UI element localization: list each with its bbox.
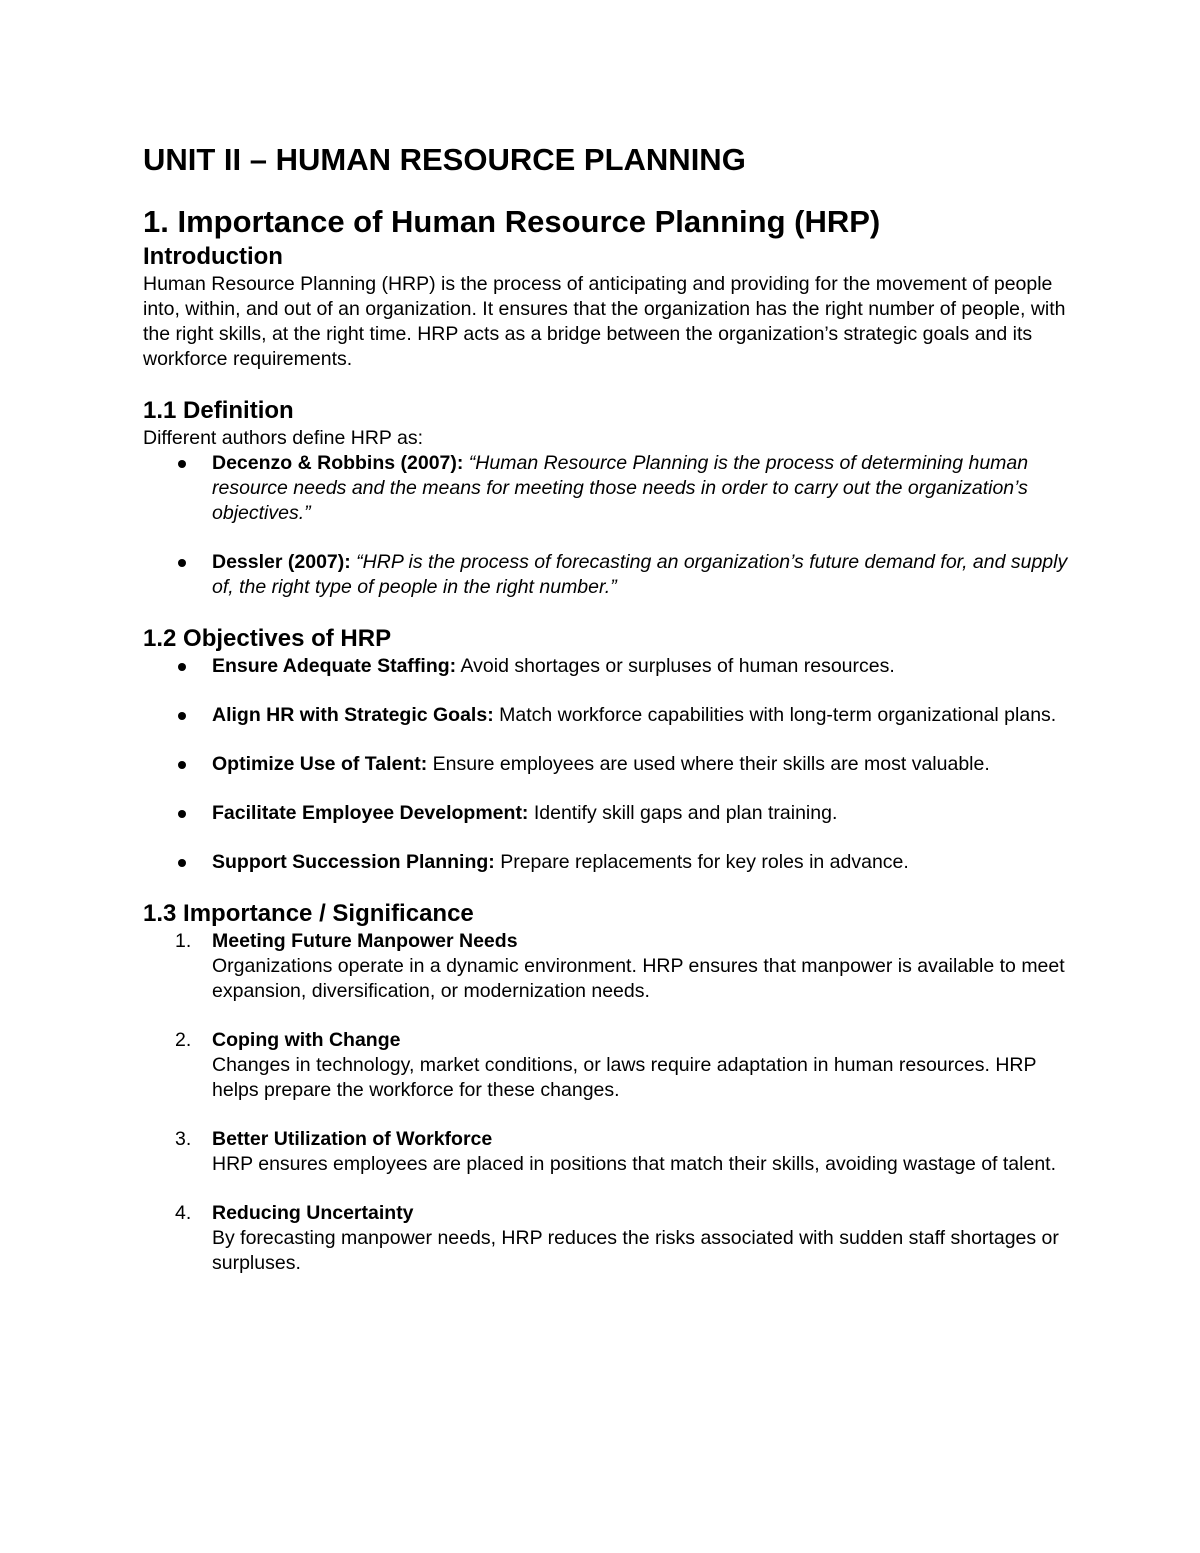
- objective-text: Prepare replacements for key roles in advance.: [494, 851, 909, 873]
- item-text: By forecasting manpower needs, HRP reduces the risks associated with sudden staff shortages or surpluses.: [212, 1227, 1059, 1274]
- intro-paragraph: Human Resource Planning (HRP) is the process of anticipating and providing for the movement of people into, within, and out of an organization. It ensures that the organization has the right number of people, with the right skills, at the right time. HRP acts as a bridge between the organization’s strategic goals and its workforce requirements.: [143, 273, 1066, 370]
- bullet-icon: [178, 761, 186, 769]
- item-number: 3.: [175, 1128, 192, 1150]
- bullet-icon: [178, 663, 186, 671]
- objective-text: Identify skill gaps and plan training.: [528, 802, 838, 824]
- objective-text: Ensure employees are used where their skills are most valuable.: [427, 753, 990, 775]
- item-title: Reducing Uncertainty: [212, 1202, 414, 1224]
- definition-author: Dessler (2007):: [212, 551, 351, 573]
- item-text: Organizations operate in a dynamic environment. HRP ensures that manpower is available to meet expansion, diversification, or modernization needs.: [212, 955, 1065, 1002]
- objective-label: Optimize Use of Talent:: [212, 753, 428, 775]
- definition-quote: “HRP is the process of forecasting an organization’s future demand for, and supply of, the right type of people in the right number.”: [212, 551, 1068, 598]
- item-text: HRP ensures employees are placed in positions that match their skills, avoiding wastage of talent.: [212, 1153, 1057, 1175]
- definition-author: Decenzo & Robbins (2007):: [212, 452, 464, 474]
- definition-quote: “Human Resource Planning is the process of determining human resource needs and the means for meeting those needs in order to carry out the organization’s objectives.”: [212, 452, 1029, 524]
- importance-list: [143, 929, 1073, 1276]
- bullet-icon: [178, 712, 186, 720]
- definition-heading: 1.1 Definition: [143, 397, 294, 424]
- unit-title: UNIT II – HUMAN RESOURCE PLANNING: [143, 142, 746, 177]
- list-item: [143, 703, 1073, 728]
- list-item: [143, 1127, 1073, 1177]
- list-item: [143, 1201, 1073, 1276]
- bullet-icon: [178, 460, 186, 468]
- objective-label: Support Succession Planning:: [212, 851, 495, 873]
- item-number: 1.: [175, 930, 192, 952]
- objective-label: Ensure Adequate Staffing:: [212, 655, 457, 677]
- importance-heading: 1.3 Importance / Significance: [143, 900, 474, 927]
- item-title: Coping with Change: [212, 1029, 401, 1051]
- objectives-heading: 1.2 Objectives of HRP: [143, 625, 392, 652]
- list-item: [143, 451, 1073, 526]
- intro-heading: Introduction: [143, 243, 283, 270]
- section-title: 1. Importance of Human Resource Planning (HRP): [143, 204, 881, 239]
- item-text: Changes in technology, market conditions, or laws require adaptation in human resources. HRP helps prepare the workforce for these changes.: [212, 1054, 1037, 1101]
- definition-lead: Different authors define HRP as:: [143, 427, 424, 449]
- bullet-icon: [178, 810, 186, 818]
- objective-label: Align HR with Strategic Goals:: [212, 704, 494, 726]
- list-item: [143, 801, 1073, 826]
- item-title: Meeting Future Manpower Needs: [212, 930, 518, 952]
- list-item: [143, 654, 1073, 679]
- objective-text: Avoid shortages or surpluses of human resources.: [456, 655, 895, 677]
- document-page: [143, 140, 1073, 1276]
- list-item: [143, 850, 1073, 875]
- definition-list: [143, 451, 1073, 600]
- item-number: 4.: [175, 1202, 192, 1224]
- objective-label: Facilitate Employee Development:: [212, 802, 529, 824]
- list-item: [143, 929, 1073, 1004]
- list-item: [143, 752, 1073, 777]
- list-item: [143, 550, 1073, 600]
- bullet-icon: [178, 559, 186, 567]
- item-number: 2.: [175, 1029, 192, 1051]
- objectives-list: [143, 654, 1073, 875]
- list-item: [143, 1028, 1073, 1103]
- item-title: Better Utilization of Workforce: [212, 1128, 493, 1150]
- bullet-icon: [178, 859, 186, 867]
- objective-text: Match workforce capabilities with long-term organizational plans.: [493, 704, 1057, 726]
